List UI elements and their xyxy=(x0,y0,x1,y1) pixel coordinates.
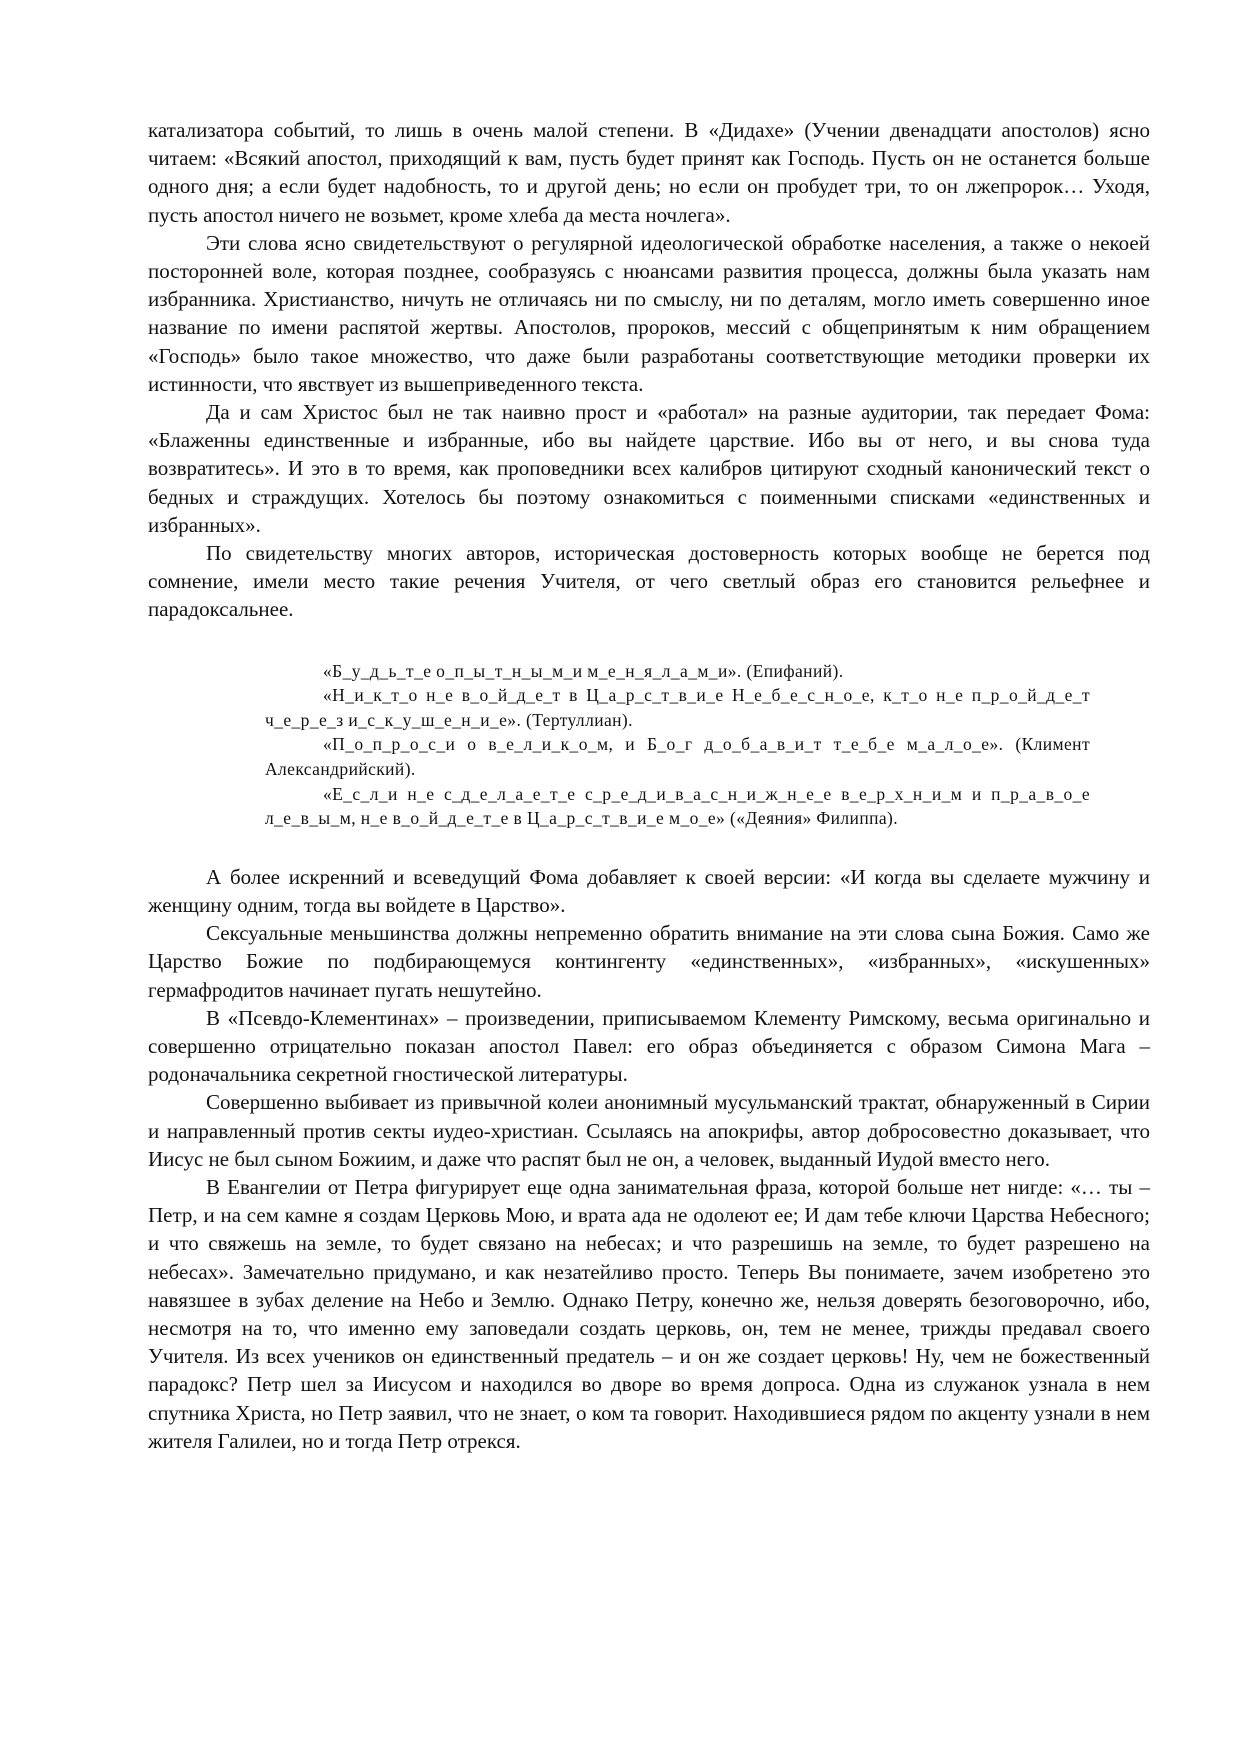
paragraph: Совершенно выбивает из привычной колеи анонимный мусульманский трактат, обнаруженный в Сирии и направленный против секты иудео-христиан. Ссылаясь на апокрифы, автор добросовестно доказывает, что Иисус не был сыном Божиим, и даже что распят был не он, а человек, выданный Иудой вместо него. xyxy=(148,1090,1150,1171)
quotations-block xyxy=(265,659,1090,831)
paragraph: Да и сам Христос был не так наивно прост и «работал» на разные аудитории, так передает Фома: «Блаженны единственные и избранные, ибо вы найдете царствие. Ибо вы от него, и вы снова туда возвратитесь». И это в то время, как проповедники всех калибров цитируют сходный канонический текст о бедных и страждущих. Хотелось бы поэтому ознакомиться с поименными списками «единственных и избранных». xyxy=(148,400,1150,537)
paragraph: Эти слова ясно свидетельствуют о регулярной идеологической обработке населения, а также о некоей посторонней воле, которая позднее, сообразуясь с нюансами развития процесса, должны была указать нам избранника. Христианство, ничуть не отличаясь ни по смыслу, ни по деталям, могло иметь совершенно иное название по имени распятой жертвы. Апостолов, пророков, мессий с общепринятым к ним обращением «Господь» было такое множество, что даже были разработаны соответствующие методики проверки их истинности, что явствует из вышеприведенного текста. xyxy=(148,230,1150,396)
quotation: «Н_и_к_т_о н_е в_о_й_д_е_т в Ц_а_р_с_т_в_и_е Н_е_б_е_с_н_о_е, к_т_о н_е п_р_о_й_д_е_т ч_е_р_е_з и_с_к_у_ш_е_н_и_е». (Тертуллиан). xyxy=(265,685,1090,730)
paragraph: Сексуальные меньшинства должны непременно обратить внимание на эти слова сына Божия. Само же Царство Божие по подбирающемуся контингенту «единственных», «избранных», «искушенных» гермафродитов начинает пугать нешутейно. xyxy=(148,921,1150,1002)
paragraph: В Евангелии от Петра фигурирует еще одна занимательная фраза, которой больше нет нигде: «… ты – Петр, и на сем камне я создам Церковь Мою, и врата ада не одолеют ее; И дам тебе ключи Царства Небесного; и что свяжешь на земле, то будет связано на небесах; и что разрешишь на земле, то будет разрешено на небесах». Замечательно придумано, и как незатейливо просто. Теперь Вы понимаете, зачем изобретено это навязшее в зубах деление на Небо и Землю. Однако Петру, конечно же, нельзя доверять безоговорочно, ибо, несмотря на то, что именно ему заповедали создать церковь, он, тем не менее, трижды предавал своего Учителя. Из всех учеников он единственный предатель – и он же создает церковь! Ну, чем не божественный парадокс? Петр шел за Иисусом и находился во дворе во время допроса. Одна из служанок узнала в нем спутника Христа, но Петр заявил, что не знает, о ком та говорит. Находившиеся рядом по акценту узнали в нем жителя Галилеи, но и тогда Петр отрекся. xyxy=(148,1175,1150,1453)
page-body xyxy=(148,116,1150,1455)
paragraph: По свидетельству многих авторов, историческая достоверность которых вообще не берется под сомнение, имели место такие речения Учителя, от чего светлый образ его становится рельефнее и парадоксальнее. xyxy=(148,541,1150,622)
quotation: «Е_с_л_и н_е с_д_е_л_а_е_т_е с_р_е_д_и_в_а_с_н_и_ж_н_е_е в_е_р_х_н_и_м и п_р_а_в_о_е л_е_в_ы_м, н_е в_о_й_д_е_т_е в Ц_а_р_с_т_в_и_е м_о_е» («Деяния» Филиппа). xyxy=(265,783,1090,829)
paragraph: А более искренний и всеведущий Фома добавляет к своей версии: «И когда вы сделаете мужчину и женщину одним, тогда вы войдете в Царство». xyxy=(148,864,1150,918)
quotation: «Б_у_д_ь_т_е о_п_ы_т_н_ы_м_и м_е_н_я_л_а_м_и». (Епифаний). xyxy=(323,660,844,681)
quotation: «П_о_п_р_о_с_и о в_е_л_и_к_о_м, и Б_о_г д_о_б_а_в_и_т т_е_б_е м_а_л_о_е». (Климент Александрийский). xyxy=(265,734,1090,780)
paragraph: катализатора событий, то лишь в очень малой степени. В «Дидахе» (Учении двенадцати апостолов) ясно читаем: «Всякий апостол, приходящий к вам, пусть будет принят как Господь. Пусть он не останется больше одного дня; а если будет надобность, то и другой день; но если он пробудет три, то он лжепророк… Уходя, пусть апостол ничего не возьмет, кроме хлеба да места ночлега». xyxy=(148,118,1150,227)
paragraph: В «Псевдо-Клементинах» – произведении, приписываемом Клементу Римскому, весьма оригинально и совершенно отрицательно показан апостол Павел: его образ объединяется с образом Симона Мага – родоначальника секретной гностической литературы. xyxy=(148,1005,1150,1087)
